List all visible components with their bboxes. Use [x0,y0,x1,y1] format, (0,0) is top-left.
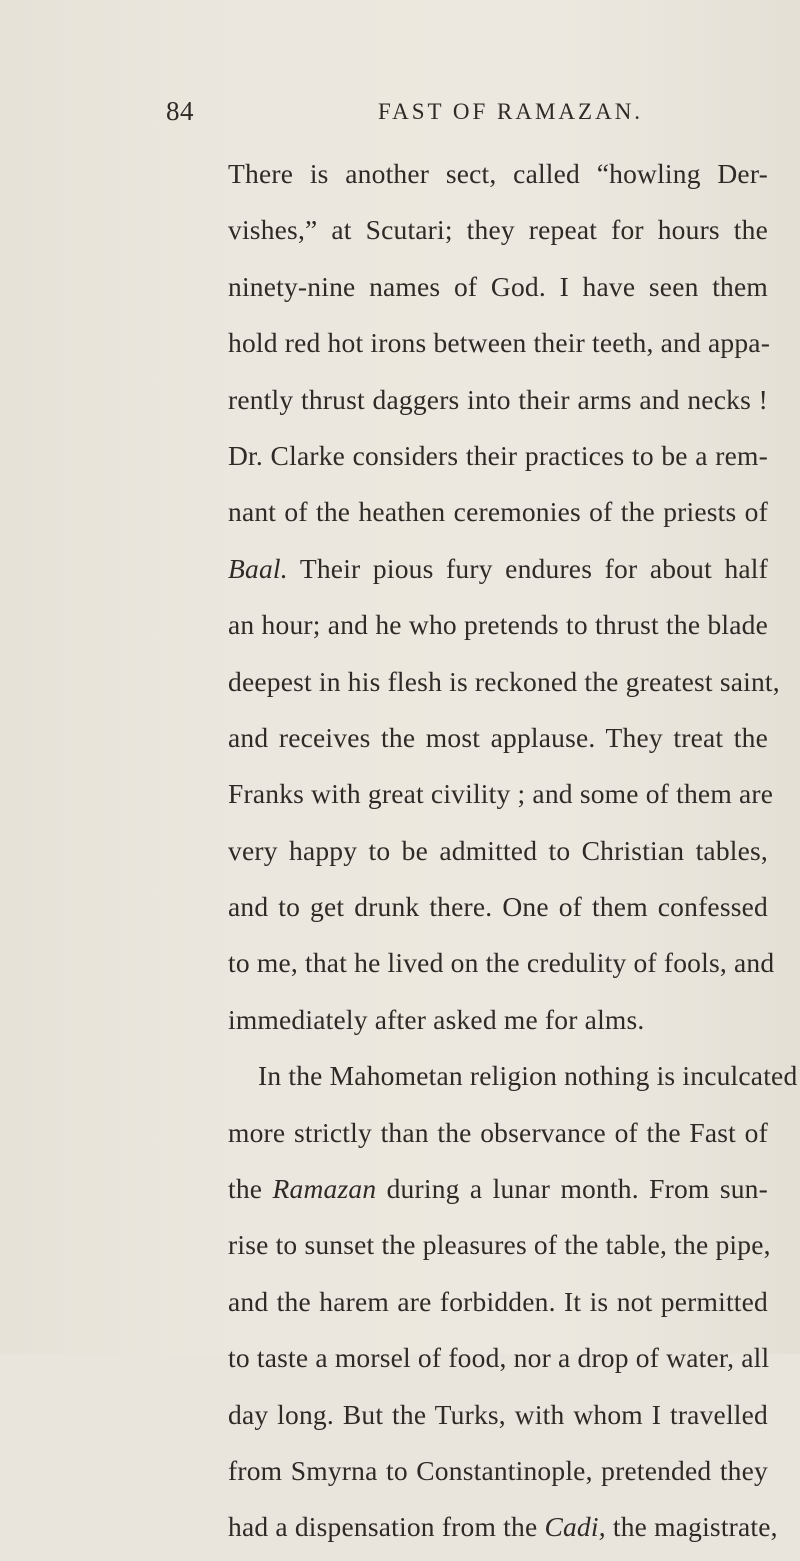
text-line: ninety-nine names of God. I have seen them [228,270,768,302]
text-line: had a dispensation from the Cadi, the magistrate, [228,1511,778,1543]
text-line: to taste a morsel of food, nor a drop of water, all [228,1342,770,1374]
text-line: hold red hot irons between their teeth, and appa- [228,327,771,359]
text-line: nant of the heathen ceremonies of the priests of [228,496,768,528]
text-line: Dr. Clarke considers their practices to be a rem- [228,439,768,471]
text-line: an hour; and he who pretends to thrust the blade [228,609,768,641]
text-line: the Ramazan during a lunar month. From sun- [228,1173,768,1205]
text-line: Baal. Their pious fury endures for about half [228,552,768,584]
text-line: and receives the most applause. They treat the [228,721,768,753]
text-line: more strictly than the observance of the Fast of [228,1116,768,1148]
running-head: FAST OF RAMAZAN. [378,99,644,124]
text-line: and the harem are forbidden. It is not permitted [228,1285,768,1317]
page-header [166,96,766,136]
body-text [228,151,798,1561]
text-line: day long. But the Turks, with whom I travelled [228,1398,768,1430]
text-line: Franks with great civility ; and some of them are [228,778,774,810]
text-line: deepest in his flesh is reckoned the greatest saint, [228,665,780,697]
text-line: to me, that he lived on the credulity of fools, and [228,947,775,979]
text-line: from Smyrna to Constantinople, pretended they [228,1454,768,1486]
text-line: vishes,” at Scutari; they repeat for hours the [228,214,768,246]
text-line: and to get drunk there. One of them confessed [228,891,768,923]
text-line: rise to sunset the pleasures of the table, the pipe, [228,1229,771,1261]
text-line: rently thrust daggers into their arms and necks ! [228,383,768,415]
text-line: immediately after asked me for alms. [228,1003,645,1035]
page-number: 84 [166,96,194,126]
text-line: very happy to be admitted to Christian tables, [228,834,768,866]
text-line: There is another sect, called “howling Der- [228,158,768,189]
text-line: In the Mahometan religion nothing is inculcated [258,1060,798,1092]
